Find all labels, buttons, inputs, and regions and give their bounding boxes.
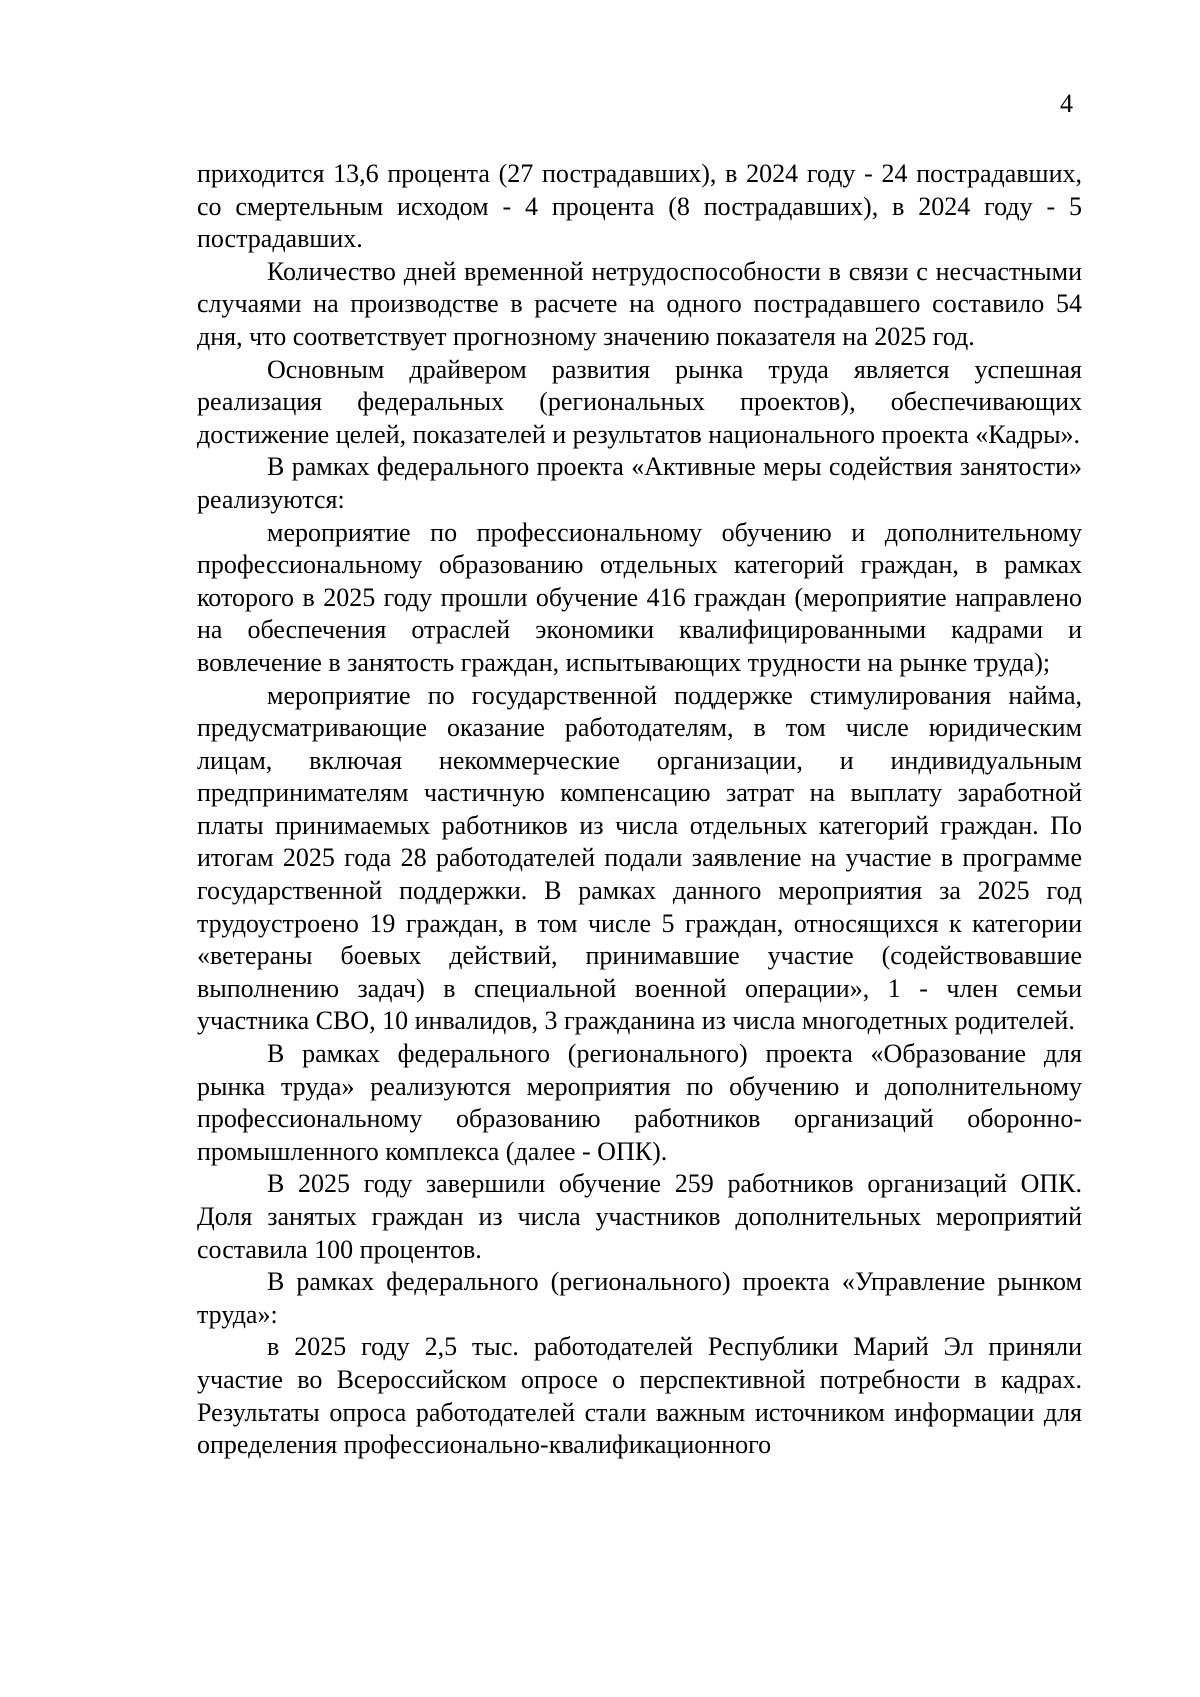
paragraph-hiring-support: мероприятие по государственной поддержке стимулирования найма, предусматривающие оказание работодателям, в том числе юридическим лицам, включая некоммерческие организации, и индивидуальным предпринимателям частичную компенсацию затрат на выплату заработной платы принимаемых работников из числа отдельных категорий граждан. По итогам 2025 года 28 работодателей подали заявление на участие в программе государственной поддержки. В рамках данного мероприятия за 2025 год трудоустроено 19 граждан, в том числе 5 граждан, относящихся к категории «ветераны боевых действий, принимавшие участие (содействовавшие выполнению задач) в специальной военной операции», 1 - член семьи участника СВО, 10 инвалидов, 3 гражданина из числа многодетных родителей. [197,680,1082,1036]
paragraph-disability-days: Количество дней временной нетрудоспособности в связи с несчастными случаями на производстве в расчете на одного пострадавшего составило 54 дня, что соответствует прогнозному значению показателя на 2025 год. [197,256,1082,351]
paragraph-injury-stats: приходится 13,6 процента (27 пострадавших), в 2024 году - 24 пострадавших, со смертельным исходом - 4 процента (8 пострадавших), в 2024 году - 5 пострадавших. [197,159,1082,254]
paragraph-employer-survey: в 2025 году 2,5 тыс. работодателей Республики Марий Эл приняли участие во Всероссийском опросе о перспективной потребности в кадрах. Результаты опроса работодателей стали важным источником информации для определения профессионально-квалификационного [197,1332,1082,1460]
paragraph-labor-management-intro: В рамках федерального (регионального) проекта «Управление рынком труда»: [197,1267,1082,1329]
paragraph-education-project: В рамках федерального (регионального) проекта «Образование для рынка труда» реализуются мероприятия по обучению и дополнительному профессиональному образованию работников организаций оборонно-промышленного комплекса (далее - ОПК). [197,1039,1082,1166]
paragraph-active-measures-intro: В рамках федерального проекта «Активные меры содействия занятости» реализуются: [197,452,1082,514]
page-number: 4 [1060,89,1073,118]
paragraph-opk-training: В 2025 году завершили обучение 259 работников организаций ОПК. Доля занятых граждан из числа участников дополнительных мероприятий составила 100 процентов. [197,1169,1082,1264]
paragraph-training-measure: мероприятие по профессиональному обучению и дополнительному профессиональному образованию отдельных категорий граждан, в рамках которого в 2025 году прошли обучение 416 граждан (мероприятие направлено на обеспечения отраслей экономики квалифицированными кадрами и вовлечение в занятость граждан, испытывающих трудности на рынке труда); [197,517,1082,677]
body-text [197,158,1082,1462]
paragraph-labor-market-driver: Основным драйвером развития рынка труда является успешная реализация федеральных (региональных проектов), обеспечивающих достижение целей, показателей и результатов национального проекта «Кадры». [197,354,1082,449]
